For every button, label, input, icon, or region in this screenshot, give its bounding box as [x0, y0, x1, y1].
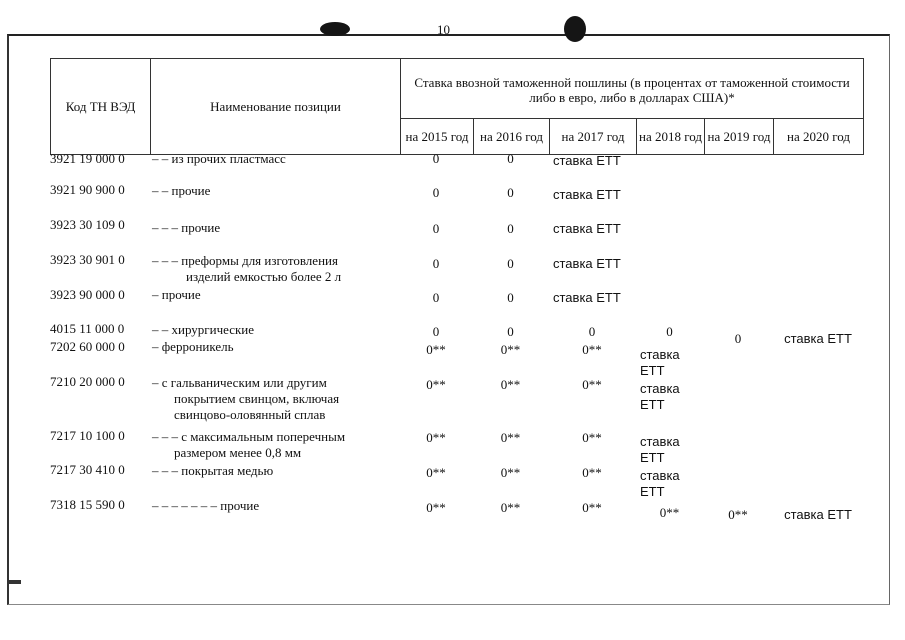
row-name-line: – – – с максимальным поперечным [152, 429, 346, 444]
rate-2016: 0** [500, 342, 521, 357]
row-name-line: – с гальваническим или другим [152, 375, 327, 390]
rate-2015: 0** [426, 377, 446, 392]
rate-2015: 0 [432, 256, 440, 271]
rate-2017: ставка ЕТТ [553, 290, 621, 305]
header-code: Код ТН ВЭД [51, 59, 151, 155]
rate-2019: 0 [734, 331, 742, 346]
rate-2016: 0 [507, 324, 514, 339]
header-name: Наименование позиции [151, 59, 401, 155]
rate-2015: 0** [426, 465, 446, 480]
punch-hole-mark [564, 16, 586, 42]
row-name: – – из прочих пластмасс [152, 151, 286, 166]
rate-2017: ставка ЕТТ [553, 221, 621, 236]
row-name: – прочие [152, 287, 201, 302]
row-code: 3923 30 109 0 [50, 217, 125, 232]
header-rate-title: Ставка ввозной таможенной пошлины (в процентах от таможенной стоимости либо в евро, либо в долларах США)* [401, 59, 864, 119]
row-name: – – хирургические [152, 322, 255, 337]
rate-2016: 0** [500, 430, 521, 445]
rate-2015: 0** [426, 500, 446, 515]
rate-2015: 0 [432, 151, 440, 166]
rate-2015: 0 [432, 221, 440, 236]
row-code: 7217 30 410 0 [50, 462, 125, 477]
rate-2020: ставка ЕТТ [784, 507, 852, 522]
row-name [152, 253, 402, 285]
row-name-line: – – – преформы для изготовления [152, 253, 338, 268]
row-code: 3921 19 000 0 [50, 151, 125, 166]
row-name-line: размером менее 0,8 мм [174, 445, 302, 460]
rate-2016: 0** [500, 465, 521, 480]
rate-2018: ставка ЕТТ [640, 468, 680, 499]
row-name-line: свинцово-оловянный сплав [174, 407, 326, 422]
rate-2018: ставка ЕТТ [640, 381, 680, 412]
rate-2017: 0** [582, 465, 602, 480]
rate-2016: 0 [507, 256, 514, 271]
row-code: 3921 90 900 0 [50, 182, 125, 197]
row-name-line: покрытием свинцом, включая [174, 391, 340, 406]
header-year-2015: на 2015 год [401, 119, 474, 155]
rate-2016: 0 [507, 151, 514, 166]
rate-2015: 0 [432, 290, 440, 305]
punch-hole-mark [320, 22, 350, 36]
rate-2016: 0 [507, 185, 514, 200]
rate-2018: 0 [666, 324, 673, 339]
rate-2017: ставка ЕТТ [553, 256, 621, 271]
row-name: – – прочие [152, 183, 211, 198]
row-code: 3923 90 000 0 [50, 287, 125, 302]
header-year-2017: на 2017 год [550, 119, 637, 155]
row-name [152, 429, 402, 461]
scan-edge-mark [7, 580, 21, 584]
row-name: – ферроникель [152, 339, 234, 354]
rate-2017: 0** [582, 500, 602, 515]
row-code: 7217 10 100 0 [50, 428, 125, 443]
rate-2016: 0 [507, 290, 514, 305]
rate-2016: 0** [500, 500, 521, 515]
rate-2017: ставка ЕТТ [553, 153, 621, 168]
header-year-2019: на 2019 год [705, 119, 774, 155]
row-name: – – – – – – – прочие [152, 498, 260, 513]
header-year-2016: на 2016 год [474, 119, 550, 155]
row-code: 4015 11 000 0 [50, 321, 125, 336]
page-number: 10 [437, 22, 450, 37]
header-year-2018: на 2018 год [637, 119, 705, 155]
tariff-table-header [50, 58, 864, 155]
rate-2018: 0** [659, 505, 680, 520]
rate-2018: ставка ЕТТ [640, 347, 680, 378]
header-year-2020: на 2020 год [774, 119, 864, 155]
row-name: – – – прочие [152, 220, 221, 235]
row-code: 3923 30 901 0 [50, 252, 125, 267]
rate-2015: 0 [432, 324, 440, 339]
rate-2015: 0 [432, 185, 440, 200]
row-name [152, 375, 402, 423]
rate-2016: 0 [507, 221, 514, 236]
rate-2017: ставка ЕТТ [553, 187, 621, 202]
rate-2017: 0** [582, 377, 602, 392]
rate-2015: 0** [426, 430, 446, 445]
rate-2017: 0 [588, 324, 596, 339]
row-name-line: изделий емкостью более 2 л [186, 269, 342, 284]
row-code: 7210 20 000 0 [50, 374, 125, 389]
rate-2016: 0** [500, 377, 521, 392]
rate-2019: 0** [728, 507, 748, 522]
rate-2018: ставка ЕТТ [640, 434, 680, 465]
row-name: – – – покрытая медью [152, 463, 274, 478]
row-code: 7318 15 590 0 [50, 497, 125, 512]
rate-2020: ставка ЕТТ [784, 331, 852, 346]
rate-2015: 0** [426, 342, 446, 357]
rate-2017: 0** [582, 430, 602, 445]
rate-2017: 0** [582, 342, 602, 357]
row-code: 7202 60 000 0 [50, 339, 125, 354]
